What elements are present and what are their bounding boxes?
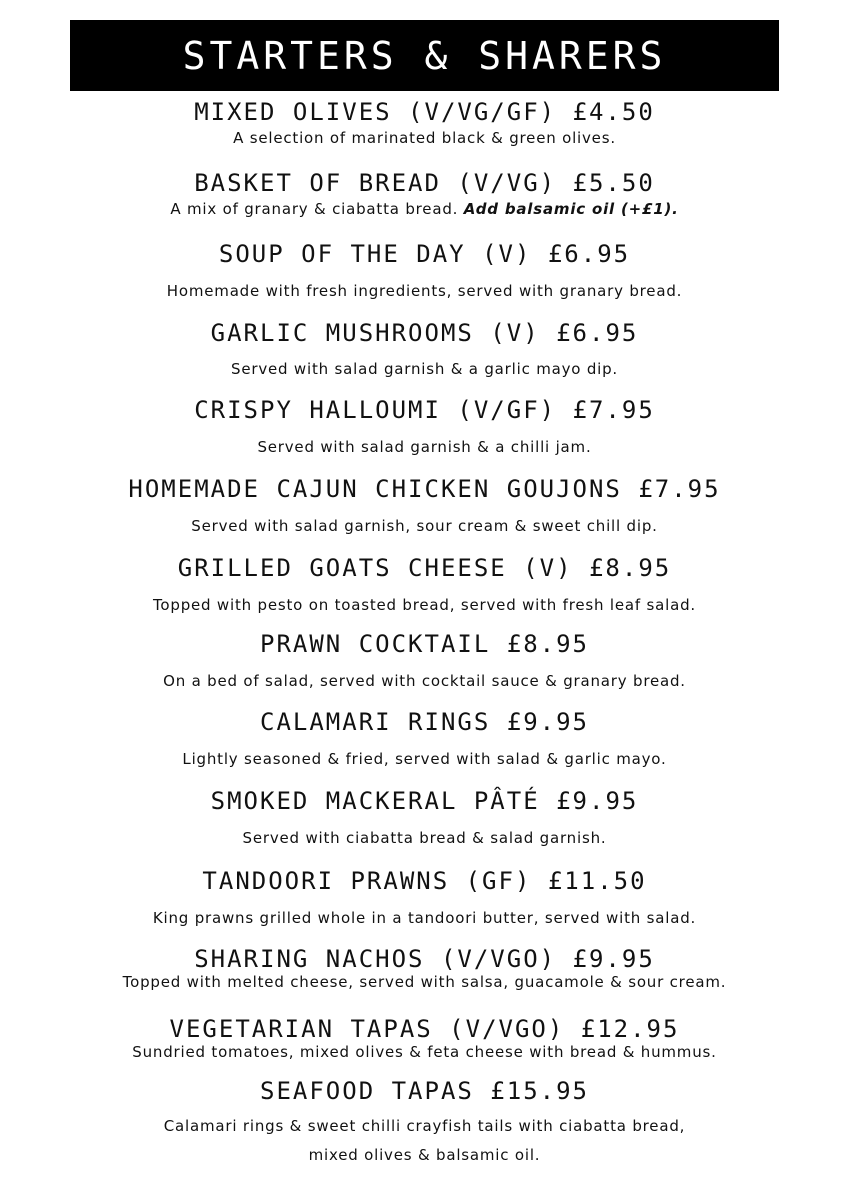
item-description: Served with salad garnish, sour cream & sweet chill dip. [191, 517, 658, 535]
item-description: Homemade with fresh ingredients, served with granary bread. [166, 282, 683, 300]
item-description: A selection of marinated black & green olives. [233, 129, 616, 147]
menu-title: STARTERS & SHARERS [182, 33, 667, 78]
item-description-row [0, 198, 849, 220]
item-extra: Add balsamic oil (+£1). [463, 200, 679, 218]
menu-item-mixed-olives [0, 97, 849, 149]
item-description-line-2: mixed olives & balsamic oil. [308, 1146, 541, 1164]
item-name: CALAMARI RINGS £9.95 [260, 708, 589, 736]
item-name: GARLIC MUSHROOMS (V) £6.95 [210, 319, 639, 347]
menu-item-prawn-cocktail [0, 629, 849, 692]
menu-item-sharing-nachos [0, 944, 849, 993]
menu-item-grilled-goats-cheese [0, 553, 849, 616]
menu-item-soup-of-the-day [0, 239, 849, 302]
item-name: HOMEMADE CAJUN CHICKEN GOUJONS £7.95 [128, 475, 721, 503]
item-name: BASKET OF BREAD (V/VG) £5.50 [194, 169, 655, 197]
item-description: Sundried tomatoes, mixed olives & feta cheese with bread & hummus. [132, 1043, 717, 1061]
menu-item-smoked-mackeral-pate [0, 786, 849, 849]
item-description: On a bed of salad, served with cocktail sauce & granary bread. [163, 672, 686, 690]
menu-item-vegetarian-tapas [0, 1014, 849, 1063]
item-name: MIXED OLIVES (V/VG/GF) £4.50 [194, 98, 655, 126]
item-name: VEGETARIAN TAPAS (V/VGO) £12.95 [169, 1015, 680, 1043]
item-name: TANDOORI PRAWNS (GF) £11.50 [202, 867, 647, 895]
menu-item-seafood-tapas [0, 1076, 849, 1170]
item-description: A mix of granary & ciabatta bread. [170, 200, 459, 218]
item-name: SMOKED MACKERAL PÂTÉ £9.95 [210, 787, 639, 815]
item-name: SHARING NACHOS (V/VGO) £9.95 [194, 945, 655, 973]
item-name: SEAFOOD TAPAS £15.95 [260, 1077, 589, 1105]
item-description: Served with salad garnish & a garlic mayo dip. [231, 360, 618, 378]
item-name: CRISPY HALLOUMI (V/GF) £7.95 [194, 396, 655, 424]
menu-title-banner [70, 20, 779, 91]
item-description: Served with salad garnish & a chilli jam. [257, 438, 592, 456]
item-name: SOUP OF THE DAY (V) £6.95 [218, 240, 631, 268]
item-name: GRILLED GOATS CHEESE (V) £8.95 [177, 554, 672, 582]
menu-item-basket-of-bread [0, 168, 849, 220]
item-name: PRAWN COCKTAIL £8.95 [260, 630, 589, 658]
item-description: Calamari rings & sweet chilli crayfish tails with ciabatta bread, [163, 1117, 686, 1135]
menu-item-calamari-rings [0, 707, 849, 770]
item-description: King prawns grilled whole in a tandoori butter, served with salad. [152, 909, 697, 927]
item-description: Lightly seasoned & fried, served with salad & garlic mayo. [182, 750, 667, 768]
menu-item-cajun-chicken-goujons [0, 474, 849, 537]
item-description: Served with ciabatta bread & salad garnish. [242, 829, 607, 847]
menu-item-garlic-mushrooms [0, 318, 849, 380]
item-description: Topped with melted cheese, served with salsa, guacamole & sour cream. [122, 973, 727, 991]
item-description: Topped with pesto on toasted bread, served with fresh leaf salad. [152, 596, 696, 614]
menu-item-crispy-halloumi [0, 395, 849, 458]
menu-item-tandoori-prawns [0, 866, 849, 929]
